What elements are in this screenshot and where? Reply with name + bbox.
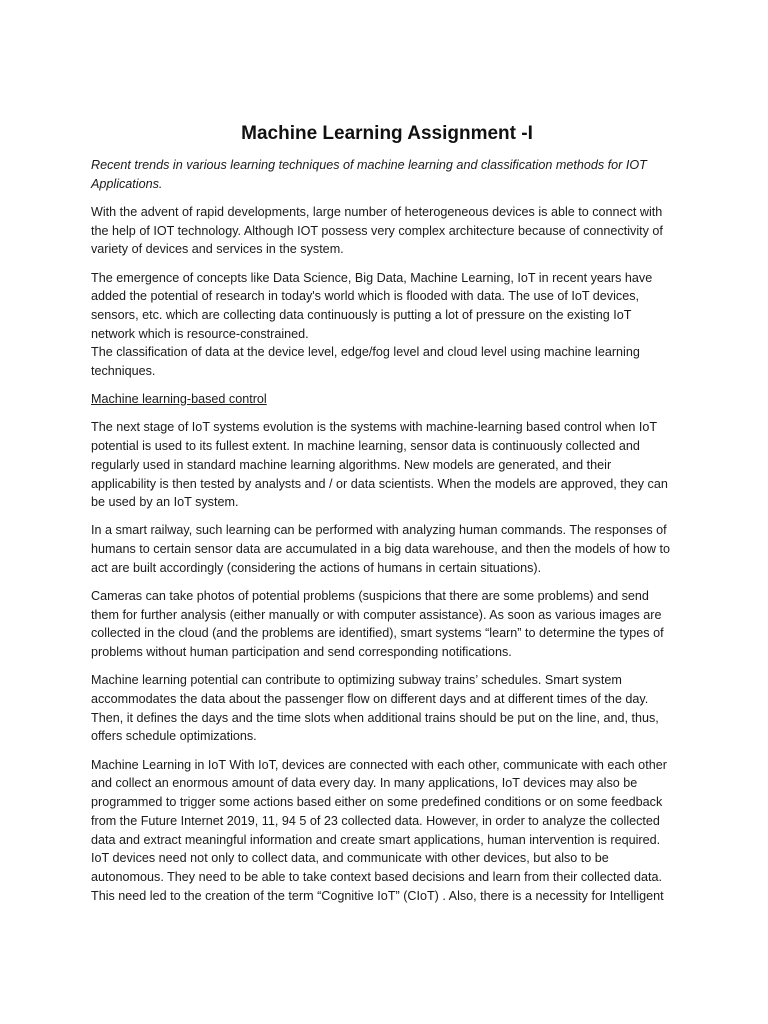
text-line: techniques.	[91, 364, 156, 379]
text-line: potential is used to its fullest extent. In machine learning, sensor data is continuously collected and	[91, 439, 640, 454]
text-line: In a smart railway, such learning can be performed with analyzing human commands. The responses of	[91, 523, 667, 538]
section-heading: Machine learning-based control	[91, 392, 267, 407]
text-line: sensors, etc. which are collecting data continuously is putting a lot of pressure on the existing IoT	[91, 307, 632, 322]
text-line: offers schedule optimizations.	[91, 729, 257, 744]
subtitle-paragraph	[91, 156, 683, 193]
text-line: network which is resource-constrained.	[91, 326, 309, 341]
text-line: humans to certain sensor data are accumulated in a big data warehouse, and then the models of how to	[91, 542, 670, 557]
text-line: Recent trends in various learning techniques of machine learning and classification methods for IOT	[91, 158, 647, 172]
text-line: Applications.	[91, 176, 163, 191]
text-line: them for further analysis (either manually or with computer assistance). As soon as various images are	[91, 607, 662, 622]
text-line: collected in the cloud (and the problems are identified), smart systems “learn” to determine the types of	[91, 626, 664, 641]
ml-potential-paragraph	[91, 671, 683, 746]
text-line: be used by an IoT system.	[91, 495, 239, 510]
text-line: variety of devices and services in the system.	[91, 242, 344, 257]
intro-paragraph	[91, 203, 683, 259]
text-line: autonomous. They need to be able to take context based decisions and learn from their collected data.	[91, 869, 663, 884]
text-line: added the potential of research in today's world which is flooded with data. The use of IoT devices,	[91, 289, 639, 304]
text-line: applicability is then tested by analysts and / or data scientists. When the models are approved, they can	[91, 476, 668, 491]
text-line: IoT devices need not only to collect data, and communicate with other devices, but also to be	[91, 851, 609, 866]
text-line: Cameras can take photos of potential problems (suspicions that there are some problems) and send	[91, 589, 649, 604]
text-line: The classification of data at the device level, edge/fog level and cloud level using machine learning	[91, 345, 640, 360]
text-line: from the Future Internet 2019, 11, 94 5 of 23 collected data. However, in order to analyze the collected	[91, 813, 660, 828]
text-line: This need led to the creation of the term “Cognitive IoT” (CIoT) . Also, there is a necessity for Intelligent	[91, 888, 664, 903]
text-line: The next stage of IoT systems evolution is the systems with machine-learning based control when IoT	[91, 420, 658, 435]
text-line: regularly used in standard machine learning algorithms. New models are generated, and their	[91, 457, 612, 472]
text-line: Then, it defines the days and the time slots when additional trains should be put on the line, and, thus,	[91, 710, 659, 725]
text-line: and collect an enormous amount of data every day. In many applications, IoT devices may also be	[91, 776, 638, 791]
text-line: The emergence of concepts like Data Science, Big Data, Machine Learning, IoT in recent years have	[91, 270, 653, 285]
text-line: With the advent of rapid developments, large number of heterogeneous devices is able to connect with	[91, 204, 663, 219]
next-stage-paragraph	[91, 418, 683, 512]
text-line: act are built accordingly (considering the actions of humans in certain situations).	[91, 560, 542, 575]
text-line: data and extract meaningful information and create smart applications, human intervention is required.	[91, 832, 661, 847]
emergence-paragraph	[91, 269, 683, 381]
cameras-paragraph	[91, 587, 683, 662]
ml-in-iot-paragraph	[91, 756, 683, 906]
text-line: problems without human participation and send corresponding notifications.	[91, 645, 512, 660]
text-line: the help of IOT technology. Although IOT possess very complex architecture because of connectivity of	[91, 223, 663, 238]
text-line: programmed to trigger some actions based either on some predefined conditions or on some feedback	[91, 795, 663, 810]
text-line: Machine learning potential can contribute to optimizing subway trains’ schedules. Smart system	[91, 673, 622, 688]
text-line: Machine Learning in IoT With IoT, devices are connected with each other, communicate with each other	[91, 757, 667, 772]
document-page	[91, 120, 683, 915]
smart-railway-paragraph	[91, 521, 683, 577]
text-line: accommodates the data about the passenger flow on different days and at different times of the day.	[91, 692, 649, 707]
document-title: Machine Learning Assignment -I	[241, 123, 533, 144]
